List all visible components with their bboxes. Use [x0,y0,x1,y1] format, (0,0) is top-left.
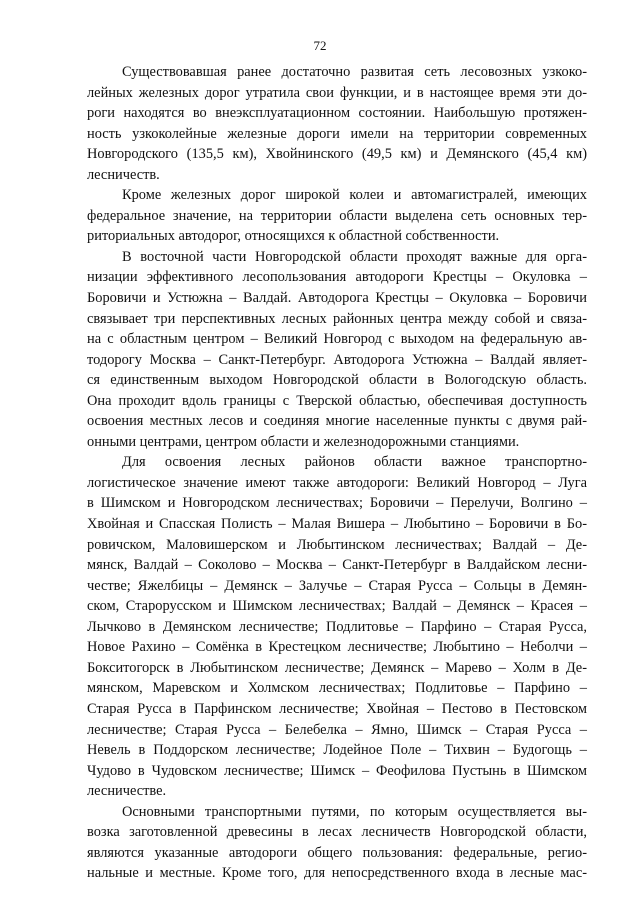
text-line: лесничестве; Старая Русса – Белебелка – Ямно, Шимск – Старая Русса – [87,721,587,738]
text-line: лесничеств. [87,166,160,183]
text-line: риториальных автодорог, относящихся к областной собственности. [87,228,500,245]
text-line: роги находятся во внеэксплуатационном состоянии. Наибольшую протяжен- [87,105,587,122]
text-line: Хвойная и Спасская Полисть – Малая Вишера – Любытино – Боровичи в Бо- [87,516,587,533]
text-line: ся единственным выходом Новгородской области в Вологодскую область. [87,372,587,389]
text-line: Основными транспортными путями, по которым осуществляется вы- [122,803,587,820]
paragraph [87,247,587,452]
text-line: мянском, Маревском и Холмском лесничествах; Подлитовье – Парфино – [87,680,587,697]
text-line: ность узкоколейные железные дороги имели на территории современных [87,125,587,142]
text-line: тодорогу Москва – Санкт-Петербург. Автодорога Устюжна – Валдай являет- [87,351,587,368]
text-line: лейных железных дорог утратила свои функции, и в настоящее время эти до- [87,84,587,101]
text-line: Новое Рахино – Сомёнка в Крестецком лесничестве; Любытино – Неболчи – [87,639,587,656]
text-line: связывает три перспективных лесных районных центра между собой и связа- [87,310,587,327]
text-line: Кроме железных дорог широкой колеи и автомагистралей, имеющих [122,187,587,204]
paragraph [87,185,587,247]
text-line: Лычково в Демянском лесничестве; Подлитовье – Парфино – Старая Русса, [87,618,587,635]
text-line: мянск, Валдай – Соколово – Москва – Санкт-Петербург в Валдайском лесни- [87,557,587,574]
text-line: освоения местных лесов и соединяя многие населенные пункты с двумя рай- [87,413,587,430]
text-line: являются указанные автодороги общего пользования: федеральные, регио- [87,844,587,861]
body-text [87,62,587,884]
text-line: Чудово в Чудовском лесничестве; Шимск – Феофилова Пустынь в Шимском [87,762,587,779]
text-line: федеральное значение, на территории области выделена сеть основных тер- [87,207,587,224]
text-line: Для освоения лесных районов области важное транспортно- [122,454,587,471]
text-line: низации эффективного лесопользования автодороги Крестцы – Окуловка – [87,269,587,286]
text-line: В восточной части Новгородской области проходят важные для орга- [122,248,587,265]
text-line: в Шимском и Новгородском лесничествах; Боровичи – Перелучи, Волгино – [87,495,587,512]
text-line: честве; Яжелбицы – Демянск – Залучье – Старая Русса – Сольцы в Демян- [87,577,587,594]
text-line: Бокситогорск в Любытинском лесничестве; Демянск – Марево – Холм в Де- [87,659,587,676]
text-line: Боровичи и Устюжна – Валдай. Автодорога Крестцы – Окуловка – Боровичи [87,290,587,307]
text-line: нальные и местные. Кроме того, для непосредственного входа в лесные мас- [87,865,587,882]
text-line: на с областным центром – Великий Новгород с выходом на федеральную ав- [87,331,587,348]
text-line: онными центрами, центром области и железнодорожными станциями. [87,433,520,450]
text-line: ском, Старорусском и Шимском лесничествах; Валдай – Демянск – Красея – [87,598,587,615]
text-line: Старая Русса в Парфинском лесничестве; Хвойная – Пестово в Пестовском [87,700,587,717]
text-line: лесничестве. [87,783,167,800]
paragraph [87,62,587,185]
paragraph [87,802,587,884]
page-number: 72 [313,38,327,53]
paragraph [87,452,587,801]
text-line: Она проходит вдоль границы с Тверской областью, обеспечивая доступность [87,392,587,409]
text-line: логистическое значение имеют также автодороги: Великий Новгород – Луга [87,474,587,491]
text-line: ровичском, Маловишерском и Любытинском лесничествах; Валдай – Де- [87,536,587,553]
text-line: Новгородского (135,5 км), Хвойнинского (49,5 км) и Демянского (45,4 км) [87,146,587,163]
text-line: Невель в Поддорском лесничестве; Лодейное Поле – Тихвин – Будогощь – [87,742,587,759]
text-line: возка заготовленной древесины в лесах лесничеств Новгородской области, [87,824,587,841]
text-line: Существовавшая ранее достаточно развитая сеть лесовозных узкоко- [122,64,587,80]
